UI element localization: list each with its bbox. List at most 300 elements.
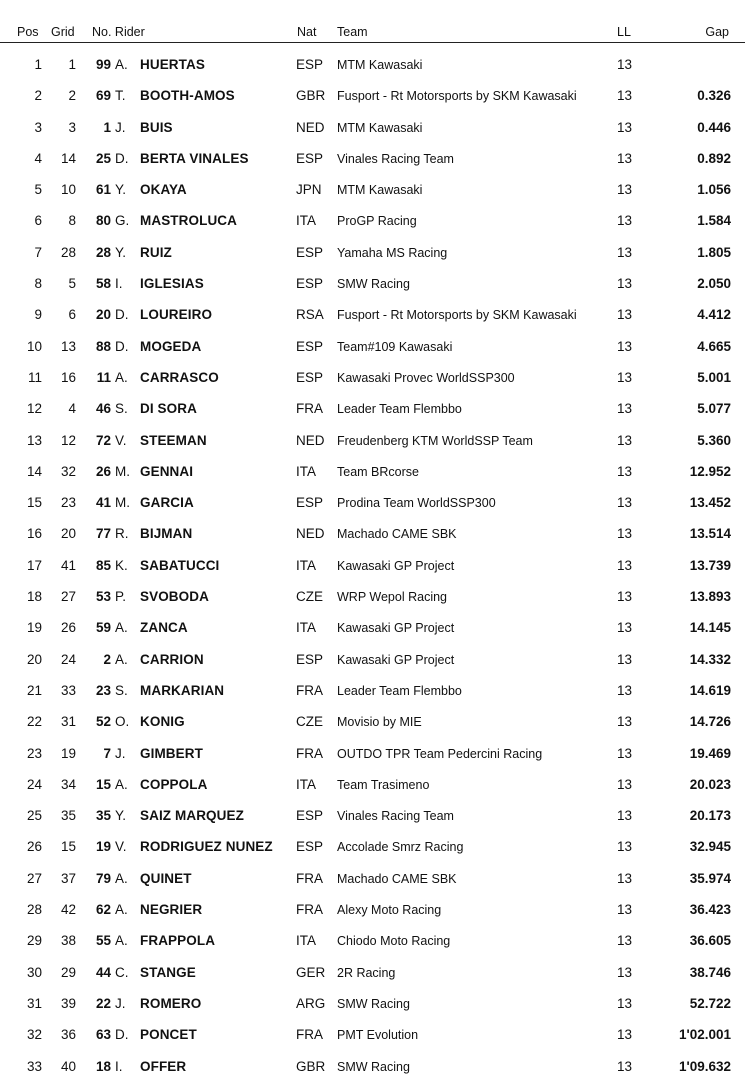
rider-name: STANGE bbox=[140, 964, 196, 980]
rider-initial: J. bbox=[115, 745, 126, 761]
team-name: MTM Kawasaki bbox=[337, 120, 423, 135]
rider-number: 85 bbox=[95, 557, 111, 573]
team-name: SMW Racing bbox=[337, 996, 410, 1011]
header-team: Team bbox=[337, 25, 368, 39]
rider-number: 28 bbox=[95, 244, 111, 260]
team-name: PMT Evolution bbox=[337, 1028, 419, 1043]
table-row bbox=[0, 332, 745, 363]
gap-time: 13.514 bbox=[689, 526, 731, 542]
rider-number: 62 bbox=[95, 902, 111, 918]
rider-initial: J. bbox=[115, 119, 126, 135]
gap-time: 0.326 bbox=[697, 88, 731, 104]
table-row bbox=[0, 895, 745, 926]
gap-time: 1.805 bbox=[697, 244, 731, 260]
grid-cell: 6 bbox=[68, 307, 76, 323]
rider-number: 61 bbox=[95, 182, 111, 198]
pos-cell: 10 bbox=[26, 338, 42, 354]
nationality: ITA bbox=[296, 933, 316, 949]
rider-initial: D. bbox=[115, 307, 129, 323]
header-gap: Gap bbox=[705, 25, 729, 39]
laps-led: 13 bbox=[617, 933, 633, 949]
grid-cell: 20 bbox=[60, 526, 76, 542]
grid-cell: 39 bbox=[60, 995, 76, 1011]
table-row bbox=[0, 613, 745, 644]
team-name: Vinales Racing Team bbox=[337, 151, 454, 166]
pos-cell: 4 bbox=[34, 150, 42, 166]
team-name: Yamaha MS Racing bbox=[337, 245, 448, 260]
grid-cell: 36 bbox=[60, 1027, 76, 1043]
grid-cell: 14 bbox=[60, 150, 76, 166]
rider-number: 35 bbox=[95, 808, 111, 824]
gap-time: 1.584 bbox=[697, 213, 731, 229]
pos-cell: 31 bbox=[26, 995, 42, 1011]
nationality: ITA bbox=[296, 463, 316, 479]
grid-cell: 40 bbox=[60, 1058, 76, 1074]
grid-cell: 10 bbox=[60, 182, 76, 198]
laps-led: 13 bbox=[617, 714, 633, 730]
rider-initial: S. bbox=[115, 401, 128, 417]
laps-led: 13 bbox=[617, 150, 633, 166]
grid-cell: 4 bbox=[68, 401, 76, 417]
laps-led: 13 bbox=[617, 57, 633, 72]
nationality: JPN bbox=[296, 182, 322, 198]
gap-time: 4.665 bbox=[697, 338, 731, 354]
pos-cell: 18 bbox=[26, 589, 42, 605]
laps-led: 13 bbox=[617, 902, 633, 918]
laps-led: 13 bbox=[617, 369, 633, 385]
laps-led: 13 bbox=[617, 745, 633, 761]
laps-led: 13 bbox=[617, 276, 633, 292]
gap-time: 38.746 bbox=[689, 964, 731, 980]
grid-cell: 27 bbox=[60, 589, 76, 605]
rider-number: 19 bbox=[95, 839, 111, 855]
pos-cell: 23 bbox=[26, 745, 42, 761]
table-row bbox=[0, 989, 745, 1020]
pos-cell: 5 bbox=[34, 182, 42, 198]
table-row bbox=[0, 864, 745, 895]
gap-time: 12.952 bbox=[689, 463, 731, 479]
laps-led: 13 bbox=[617, 995, 633, 1011]
pos-cell: 19 bbox=[26, 620, 42, 636]
gap-time: 5.360 bbox=[697, 432, 731, 448]
rider-name: MASTROLUCA bbox=[140, 213, 237, 229]
rider-number: 99 bbox=[95, 57, 111, 72]
nationality: ESP bbox=[296, 244, 324, 260]
rider-name: GENNAI bbox=[140, 463, 194, 479]
team-name: Kawasaki GP Project bbox=[337, 652, 455, 667]
nationality: NED bbox=[296, 432, 325, 448]
grid-cell: 24 bbox=[60, 651, 76, 667]
table-row bbox=[0, 582, 745, 613]
gap-time: 35.974 bbox=[689, 870, 731, 886]
rider-number: 41 bbox=[95, 495, 111, 511]
rider-number: 63 bbox=[95, 1027, 111, 1043]
table-row bbox=[0, 426, 745, 457]
rider-name: QUINET bbox=[140, 870, 192, 886]
table-row bbox=[0, 144, 745, 175]
table-row bbox=[0, 206, 745, 237]
laps-led: 13 bbox=[617, 557, 633, 573]
team-name: Alexy Moto Racing bbox=[337, 903, 442, 918]
pos-cell: 13 bbox=[26, 432, 42, 448]
nationality: ITA bbox=[296, 213, 316, 229]
laps-led: 13 bbox=[617, 1027, 633, 1043]
rider-initial: A. bbox=[115, 776, 128, 792]
gap-time: 14.145 bbox=[689, 620, 731, 636]
pos-cell: 12 bbox=[26, 401, 42, 417]
gap-time: 4.412 bbox=[697, 307, 731, 323]
team-name: ProGP Racing bbox=[337, 214, 417, 229]
results-table-body bbox=[0, 50, 745, 1083]
laps-led: 13 bbox=[617, 870, 633, 886]
table-row bbox=[0, 300, 745, 331]
table-row bbox=[0, 50, 745, 81]
pos-cell: 29 bbox=[26, 933, 42, 949]
rider-initial: R. bbox=[115, 526, 129, 542]
nationality: ITA bbox=[296, 557, 316, 573]
rider-number: 7 bbox=[103, 745, 111, 761]
pos-cell: 22 bbox=[26, 714, 42, 730]
nationality: GBR bbox=[296, 1058, 326, 1074]
rider-initial: Y. bbox=[115, 244, 127, 260]
pos-cell: 20 bbox=[26, 651, 42, 667]
pos-cell: 1 bbox=[34, 57, 42, 72]
rider-name: MOGEDA bbox=[140, 338, 202, 354]
gap-time: 5.077 bbox=[697, 401, 731, 417]
rider-number: 20 bbox=[95, 307, 111, 323]
team-name: MTM Kawasaki bbox=[337, 183, 423, 198]
nationality: FRA bbox=[296, 682, 323, 698]
rider-number: 1 bbox=[103, 119, 111, 135]
rider-name: COPPOLA bbox=[140, 776, 208, 792]
grid-cell: 2 bbox=[68, 88, 76, 104]
rider-name: BERTA VINALES bbox=[140, 150, 249, 166]
pos-cell: 15 bbox=[26, 495, 42, 511]
nationality: GBR bbox=[296, 88, 326, 104]
laps-led: 13 bbox=[617, 213, 633, 229]
rider-initial: K. bbox=[115, 557, 128, 573]
gap-time: 13.739 bbox=[689, 557, 731, 573]
rider-initial: J. bbox=[115, 995, 126, 1011]
table-row bbox=[0, 519, 745, 550]
team-name: Kawasaki Provec WorldSSP300 bbox=[337, 370, 515, 385]
pos-cell: 33 bbox=[26, 1058, 42, 1074]
rider-initial: V. bbox=[115, 432, 127, 448]
rider-initial: Y. bbox=[115, 182, 127, 198]
rider-name: MARKARIAN bbox=[140, 682, 225, 698]
rider-initial: I. bbox=[115, 276, 123, 292]
pos-cell: 6 bbox=[34, 213, 42, 229]
grid-cell: 42 bbox=[60, 902, 76, 918]
grid-cell: 31 bbox=[60, 714, 76, 730]
rider-name: HUERTAS bbox=[140, 57, 205, 72]
laps-led: 13 bbox=[617, 495, 633, 511]
team-name: Team#109 Kawasaki bbox=[337, 339, 453, 354]
grid-cell: 16 bbox=[60, 369, 76, 385]
rider-number: 72 bbox=[95, 432, 111, 448]
grid-cell: 38 bbox=[60, 933, 76, 949]
rider-initial: M. bbox=[115, 463, 130, 479]
table-row bbox=[0, 1052, 745, 1083]
rider-number: 25 bbox=[95, 150, 111, 166]
rider-number: 11 bbox=[96, 369, 111, 385]
rider-initial: A. bbox=[115, 902, 128, 918]
grid-cell: 15 bbox=[60, 839, 76, 855]
team-name: WRP Wepol Racing bbox=[337, 590, 447, 605]
team-name: Fusport - Rt Motorsports by SKM Kawasaki bbox=[337, 308, 577, 323]
grid-cell: 41 bbox=[60, 557, 76, 573]
laps-led: 13 bbox=[617, 119, 633, 135]
laps-led: 13 bbox=[617, 620, 633, 636]
rider-name: SAIZ MARQUEZ bbox=[140, 808, 244, 824]
rider-number: 23 bbox=[95, 682, 111, 698]
nationality: CZE bbox=[296, 714, 323, 730]
rider-name: DI SORA bbox=[140, 401, 197, 417]
table-row bbox=[0, 269, 745, 300]
table-row bbox=[0, 551, 745, 582]
team-name: Kawasaki GP Project bbox=[337, 558, 455, 573]
nationality: FRA bbox=[296, 401, 323, 417]
nationality: FRA bbox=[296, 1027, 323, 1043]
table-row bbox=[0, 113, 745, 144]
table-row bbox=[0, 238, 745, 269]
table-row bbox=[0, 801, 745, 832]
rider-name: BOOTH-AMOS bbox=[140, 88, 235, 104]
table-row bbox=[0, 457, 745, 488]
laps-led: 13 bbox=[617, 88, 633, 104]
grid-cell: 5 bbox=[68, 276, 76, 292]
rider-name: GIMBERT bbox=[140, 745, 203, 761]
team-name: Leader Team Flembbo bbox=[337, 402, 462, 417]
team-name: Team BRcorse bbox=[337, 464, 419, 479]
laps-led: 13 bbox=[617, 432, 633, 448]
header-ll: LL bbox=[617, 25, 631, 39]
pos-cell: 11 bbox=[27, 369, 42, 385]
laps-led: 13 bbox=[617, 182, 633, 198]
nationality: FRA bbox=[296, 902, 323, 918]
team-name: Machado CAME SBK bbox=[337, 871, 457, 886]
pos-cell: 17 bbox=[26, 557, 42, 573]
laps-led: 13 bbox=[617, 526, 633, 542]
pos-cell: 24 bbox=[26, 776, 42, 792]
team-name: Accolade Smrz Racing bbox=[337, 840, 464, 855]
pos-cell: 28 bbox=[26, 902, 42, 918]
rider-number: 26 bbox=[95, 463, 111, 479]
gap-time: 14.332 bbox=[689, 651, 731, 667]
rider-initial: A. bbox=[115, 651, 128, 667]
laps-led: 13 bbox=[617, 307, 633, 323]
table-row bbox=[0, 739, 745, 770]
rider-number: 15 bbox=[95, 776, 111, 792]
nationality: GER bbox=[296, 964, 326, 980]
rider-name: SVOBODA bbox=[140, 589, 209, 605]
team-name: Fusport - Rt Motorsports by SKM Kawasaki bbox=[337, 89, 577, 104]
team-name: Machado CAME SBK bbox=[337, 527, 457, 542]
rider-number: 2 bbox=[103, 651, 111, 667]
rider-name: CARRION bbox=[140, 651, 204, 667]
table-row bbox=[0, 645, 745, 676]
rider-number: 52 bbox=[95, 714, 111, 730]
gap-time: 20.023 bbox=[689, 776, 731, 792]
pos-cell: 32 bbox=[26, 1027, 42, 1043]
rider-number: 18 bbox=[95, 1058, 111, 1074]
nationality: ESP bbox=[296, 495, 324, 511]
team-name: Kawasaki GP Project bbox=[337, 621, 455, 636]
table-row bbox=[0, 707, 745, 738]
nationality: RSA bbox=[296, 307, 324, 323]
rider-initial: A. bbox=[115, 933, 128, 949]
rider-name: ROMERO bbox=[140, 995, 202, 1011]
rider-name: STEEMAN bbox=[140, 432, 207, 448]
gap-time: 5.001 bbox=[697, 369, 731, 385]
rider-number: 46 bbox=[95, 401, 111, 417]
rider-name: OFFER bbox=[140, 1058, 187, 1074]
laps-led: 13 bbox=[617, 964, 633, 980]
table-row bbox=[0, 676, 745, 707]
nationality: ITA bbox=[296, 620, 316, 636]
pos-cell: 2 bbox=[34, 88, 42, 104]
rider-initial: C. bbox=[115, 964, 129, 980]
rider-name: KONIG bbox=[140, 714, 185, 730]
gap-time: 13.452 bbox=[689, 495, 731, 511]
nationality: NED bbox=[296, 119, 325, 135]
laps-led: 13 bbox=[617, 338, 633, 354]
header-pos: Pos bbox=[17, 25, 39, 39]
laps-led: 13 bbox=[617, 463, 633, 479]
nationality: ESP bbox=[296, 57, 324, 72]
grid-cell: 19 bbox=[60, 745, 76, 761]
team-name: Freudenberg KTM WorldSSP Team bbox=[337, 433, 533, 448]
gap-time: 14.619 bbox=[689, 682, 731, 698]
rider-number: 79 bbox=[95, 870, 111, 886]
table-row bbox=[0, 770, 745, 801]
table-row bbox=[0, 958, 745, 989]
team-name: Movisio by MIE bbox=[337, 715, 422, 730]
pos-cell: 21 bbox=[26, 682, 42, 698]
laps-led: 13 bbox=[617, 401, 633, 417]
table-row bbox=[0, 926, 745, 957]
laps-led: 13 bbox=[617, 1058, 633, 1074]
grid-cell: 3 bbox=[68, 119, 76, 135]
rider-initial: I. bbox=[115, 1058, 123, 1074]
rider-initial: Y. bbox=[115, 808, 127, 824]
rider-name: ZANCA bbox=[140, 620, 188, 636]
laps-led: 13 bbox=[617, 808, 633, 824]
rider-initial: G. bbox=[115, 213, 130, 229]
gap-time: 20.173 bbox=[689, 808, 731, 824]
header-grid: Grid bbox=[51, 25, 75, 39]
grid-cell: 13 bbox=[60, 338, 76, 354]
rider-number: 55 bbox=[95, 933, 111, 949]
pos-cell: 25 bbox=[26, 808, 42, 824]
laps-led: 13 bbox=[617, 589, 633, 605]
grid-cell: 35 bbox=[60, 808, 76, 824]
rider-number: 53 bbox=[95, 589, 111, 605]
rider-name: FRAPPOLA bbox=[140, 933, 216, 949]
pos-cell: 3 bbox=[34, 119, 42, 135]
laps-led: 13 bbox=[617, 244, 633, 260]
table-row bbox=[0, 363, 745, 394]
team-name: OUTDO TPR Team Pedercini Racing bbox=[337, 746, 543, 761]
gap-time: 1'02.001 bbox=[678, 1027, 731, 1043]
pos-cell: 7 bbox=[34, 244, 42, 260]
nationality: FRA bbox=[296, 745, 323, 761]
table-row bbox=[0, 1020, 745, 1051]
gap-time: 36.423 bbox=[689, 902, 731, 918]
header-no-rider: No. Rider bbox=[92, 25, 145, 39]
pos-cell: 9 bbox=[34, 307, 42, 323]
gap-time: 0.892 bbox=[697, 150, 731, 166]
gap-time: 1.056 bbox=[697, 182, 731, 198]
rider-name: GARCIA bbox=[140, 495, 194, 511]
rider-number: 58 bbox=[95, 276, 111, 292]
nationality: ESP bbox=[296, 369, 324, 385]
nationality: ESP bbox=[296, 839, 324, 855]
rider-name: LOUREIRO bbox=[140, 307, 213, 323]
nationality: ESP bbox=[296, 338, 324, 354]
nationality: ESP bbox=[296, 276, 324, 292]
rider-name: PONCET bbox=[140, 1027, 197, 1043]
rider-name: RODRIGUEZ NUNEZ bbox=[140, 839, 273, 855]
rider-initial: A. bbox=[115, 57, 128, 72]
table-row bbox=[0, 81, 745, 112]
nationality: ESP bbox=[296, 651, 324, 667]
team-name: Chiodo Moto Racing bbox=[337, 934, 451, 949]
grid-cell: 32 bbox=[60, 463, 76, 479]
gap-time: 52.722 bbox=[689, 995, 731, 1011]
rider-number: 80 bbox=[95, 213, 111, 229]
grid-cell: 33 bbox=[60, 682, 76, 698]
grid-cell: 34 bbox=[60, 776, 76, 792]
gap-time: 1'09.632 bbox=[678, 1058, 731, 1074]
laps-led: 13 bbox=[617, 839, 633, 855]
rider-name: CARRASCO bbox=[140, 369, 219, 385]
gap-time: 14.726 bbox=[689, 714, 731, 730]
laps-led: 13 bbox=[617, 776, 633, 792]
nationality: FRA bbox=[296, 870, 323, 886]
rider-initial: A. bbox=[115, 369, 128, 385]
pos-cell: 27 bbox=[26, 870, 42, 886]
rider-number: 22 bbox=[95, 995, 111, 1011]
results-table-header bbox=[0, 22, 745, 43]
rider-number: 69 bbox=[95, 88, 111, 104]
table-row bbox=[0, 175, 745, 206]
pos-cell: 8 bbox=[34, 276, 42, 292]
gap-time: 13.893 bbox=[689, 589, 731, 605]
nationality: CZE bbox=[296, 589, 323, 605]
grid-cell: 23 bbox=[60, 495, 76, 511]
nationality: NED bbox=[296, 526, 325, 542]
team-name: MTM Kawasaki bbox=[337, 58, 423, 72]
rider-number: 88 bbox=[95, 338, 111, 354]
gap-time: 2.050 bbox=[697, 276, 731, 292]
team-name: Leader Team Flembbo bbox=[337, 683, 462, 698]
nationality: ESP bbox=[296, 808, 324, 824]
rider-initial: T. bbox=[115, 88, 126, 104]
pos-cell: 16 bbox=[26, 526, 42, 542]
header-nat: Nat bbox=[297, 25, 317, 39]
rider-initial: S. bbox=[115, 682, 128, 698]
laps-led: 13 bbox=[617, 682, 633, 698]
nationality: ESP bbox=[296, 150, 324, 166]
rider-name: OKAYA bbox=[140, 182, 187, 198]
rider-number: 59 bbox=[95, 620, 111, 636]
team-name: SMW Racing bbox=[337, 277, 410, 292]
rider-initial: D. bbox=[115, 1027, 129, 1043]
rider-name: SABATUCCI bbox=[140, 557, 220, 573]
gap-time: 19.469 bbox=[689, 745, 731, 761]
grid-cell: 8 bbox=[68, 213, 76, 229]
